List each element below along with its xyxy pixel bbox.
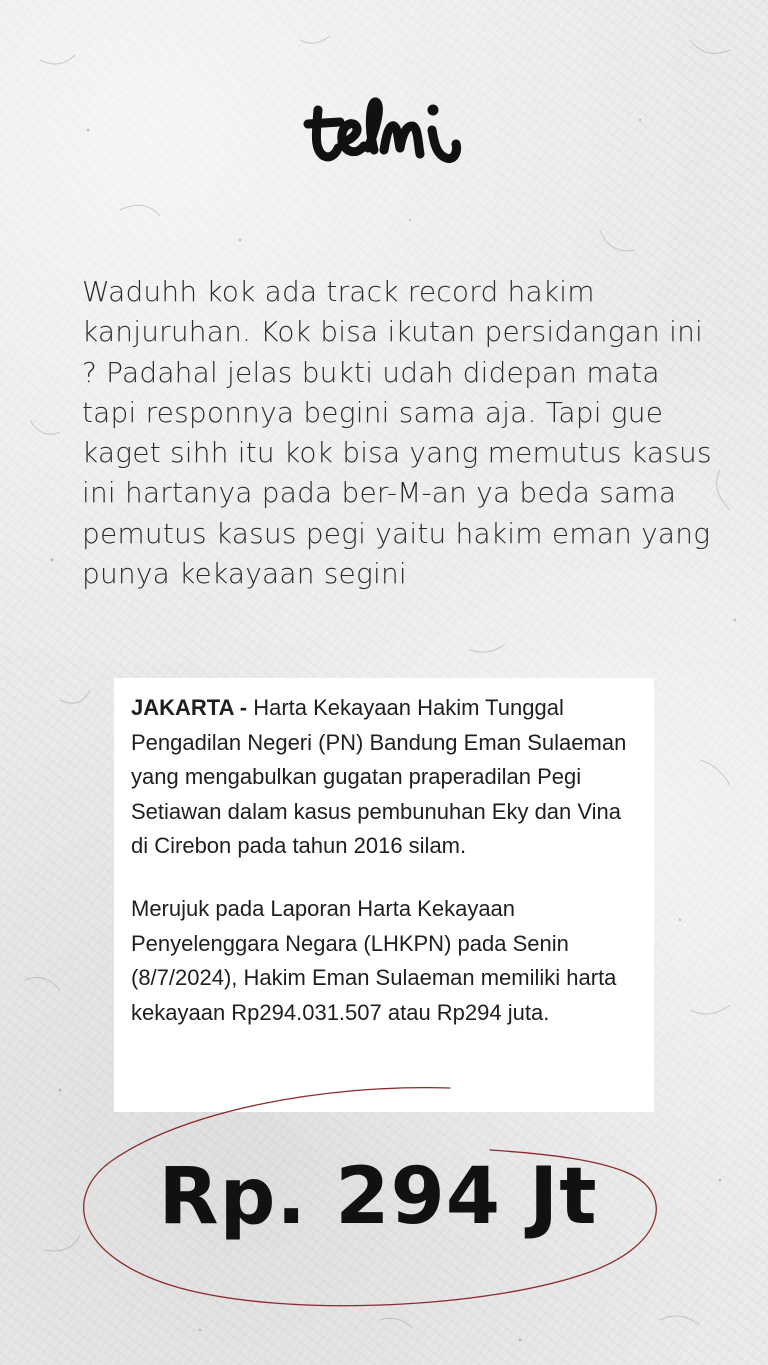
news-paragraph-1	[131, 691, 636, 864]
telmi-logo	[300, 88, 470, 183]
news-paragraph-1-text: Harta Kekayaan Hakim Tunggal Pengadilan Negeri (PN) Bandung Eman Sulaeman yang mengabulkan gugatan praperadilan Pegi Setiawan dalam kasus pembunuhan Eky dan Vina di Cirebon pada tahun 2016 silam.	[131, 695, 627, 859]
news-paragraph-2: Merujuk pada Laporan Harta Kekayaan Penyelenggara Negara (LHKPN) pada Senin (8/7/2024), Hakim Eman Sulaeman memiliki harta kekayaan Rp294.031.507 atau Rp294 juta.	[131, 895, 617, 1025]
news-dateline: JAKARTA -	[131, 695, 248, 720]
news-excerpt-card	[114, 678, 654, 1112]
post-body-text: Waduhh kok ada track record hakim kanjuruhan. Kok bisa ikutan persidangan ini ? Padahal jelas bukti udah didepan mata tapi responnya begini sama aja. Tapi gue kaget sihh itu kok bisa yang memutus kasus ini hartanya pada ber-M-an ya beda sama pemutus kasus pegi yaitu hakim eman yang punya kekayaan segini	[82, 275, 712, 591]
highlight-amount: Rp. 294 Jt	[158, 1152, 598, 1242]
